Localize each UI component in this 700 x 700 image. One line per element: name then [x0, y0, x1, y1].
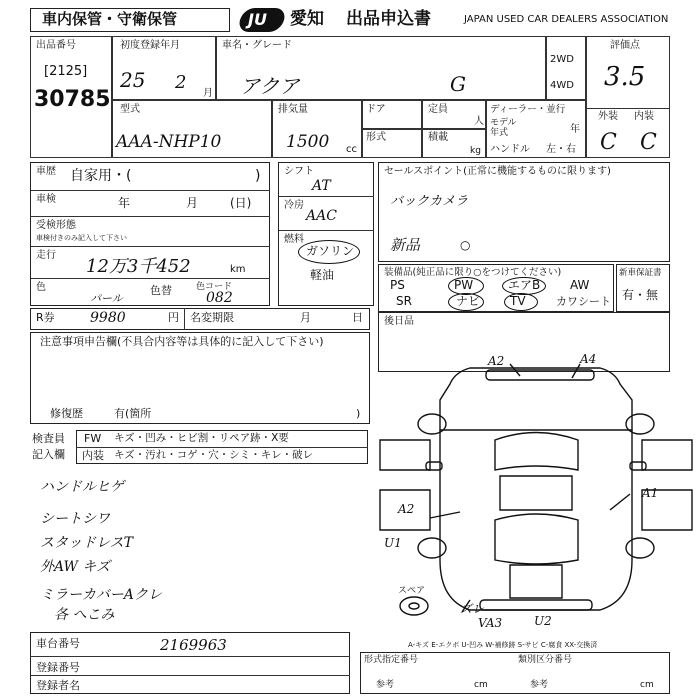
damage-mark: A2 — [398, 502, 415, 516]
mileage-label: 走行 — [36, 250, 56, 261]
sales-frame — [378, 162, 670, 262]
handwritten-note: 外AW キズ — [40, 559, 111, 575]
deadline-day: 日 — [352, 311, 363, 324]
damage-mark: U1 — [384, 536, 402, 550]
model-label: 車名・グレード — [222, 40, 292, 51]
warranty-value: 有・無 — [622, 288, 659, 302]
interior-grade: C — [640, 130, 657, 155]
shaken-day: (日) — [230, 196, 252, 210]
ac-label: 冷房 — [284, 200, 304, 211]
damage-mark: A2 — [488, 354, 505, 368]
divider — [30, 190, 270, 191]
equipment-item: PS — [390, 278, 405, 292]
lot-number: 30785 — [34, 87, 111, 112]
equipment-circle-navi — [448, 293, 484, 311]
color-code-label: 色コード — [196, 282, 233, 292]
equipment-item: ナビ — [456, 294, 481, 308]
color-value: パール — [90, 292, 123, 305]
handwritten-note: ハンドルヒゲ — [40, 479, 124, 495]
damage-mark: ズレ — [460, 602, 485, 616]
fw-items: キズ・凹み・ヒビ割・リペア跡・X要 — [114, 432, 289, 444]
divider — [278, 230, 374, 231]
repair-close: ) — [356, 407, 361, 420]
divider — [30, 216, 270, 217]
equipment-label: 装備品(純正品に限り○をつけてください) — [384, 267, 562, 278]
score-label: 評価点 — [610, 40, 640, 51]
displacement-unit: cc — [346, 144, 357, 155]
fuel-gas: ガソリン — [306, 244, 355, 258]
sales-point-label: セールスポイント(正常に機能するものに限ります) — [384, 166, 611, 177]
recycle-value: 9980 — [90, 310, 126, 326]
damage-mark: U2 — [534, 614, 552, 628]
equipment-item: TV — [510, 294, 526, 308]
damage-mark: A4 — [580, 352, 597, 366]
divider — [30, 675, 350, 676]
mileage-value: 12万3千452 — [86, 256, 191, 277]
owner-label: 登録者名 — [36, 679, 80, 692]
history-label: 車歴 — [36, 166, 56, 177]
notes-label: 注意事項申告欄(不具合内容等は具体的に記入して下さい) — [40, 335, 324, 348]
type-label: 型式 — [120, 104, 140, 115]
association-name: JAPAN USED CAR DEALERS ASSOCIATION — [464, 14, 669, 25]
handle-label: ハンドル — [490, 144, 530, 155]
divider — [278, 196, 374, 197]
fuel-label: 燃料 — [284, 234, 304, 245]
displacement-value: 1500 — [286, 132, 330, 152]
ref-cm: cm — [474, 680, 488, 690]
damage-mark: A1 — [642, 486, 659, 500]
equipment-item: SR — [396, 294, 412, 308]
fuel-gas-circle — [298, 240, 360, 264]
door-label: ドア — [366, 104, 386, 115]
recycle-label: R券 — [36, 311, 55, 324]
drive-2wd: 2WD — [550, 54, 574, 65]
memo-label: 後日品 — [384, 316, 414, 327]
shaken-label: 車検 — [36, 194, 56, 205]
equipment-item: AW — [570, 278, 590, 292]
divider — [184, 308, 185, 330]
exterior-grade: C — [600, 130, 617, 155]
shift-value: AT — [312, 178, 331, 194]
repair-label: 修復歴 — [50, 407, 83, 420]
color-label: 色 — [36, 282, 46, 293]
deadline-month: 月 — [300, 311, 311, 324]
damage-mark: VA3 — [478, 616, 503, 630]
sales-line-1: バックカメラ — [390, 194, 469, 209]
model-year-label: モデル 年式 — [490, 118, 517, 138]
divider — [76, 447, 368, 448]
type-value: AAA-NHP10 — [116, 132, 222, 152]
lot-sub-number: [2125] — [44, 64, 88, 79]
divider — [30, 278, 270, 279]
storage-label: 車内保管・守衛保管 — [42, 10, 178, 28]
divider — [30, 246, 270, 247]
load-unit: kg — [470, 146, 481, 156]
handwritten-note: ミラーカバーAクレ — [40, 587, 162, 603]
exterior-label: 外装 — [598, 111, 618, 122]
spare-label: スペア — [398, 586, 426, 596]
history-close: ) — [255, 168, 261, 184]
ac-value: AAC — [306, 208, 337, 224]
score-value: 3.5 — [604, 62, 646, 92]
interior-label: 内装 — [634, 111, 654, 122]
mileage-unit: km — [230, 264, 246, 275]
ref-label: 参考 — [376, 680, 395, 690]
history-value: 自家用・( — [70, 168, 132, 184]
handwritten-note: シートシワ — [40, 511, 110, 527]
entry-label: 記入欄 — [32, 448, 65, 461]
ref-cm: cm — [640, 680, 654, 690]
capacity-label: 定員 — [428, 104, 448, 115]
chassis-label: 車台番号 — [36, 637, 80, 650]
shift-label: シフト — [284, 166, 314, 177]
deadline-label: 名変期限 — [190, 311, 234, 324]
shape-label: 形式 — [366, 132, 386, 143]
equipment-item: エアB — [508, 278, 541, 292]
sales-line-3: ○ — [460, 238, 471, 252]
memo-frame — [378, 312, 670, 372]
shaken-month: 月 — [186, 196, 199, 210]
model-grade: G — [450, 72, 466, 96]
drive-4wd: 4WD — [550, 80, 574, 91]
handwritten-note: スタッドレスT — [40, 535, 133, 551]
shaken-year: 年 — [118, 196, 131, 210]
reg-label: 登録番号 — [36, 661, 80, 674]
sales-line-2: 新品 — [390, 236, 421, 254]
inspector-label: 検査員 — [32, 432, 65, 445]
transfer-note: 車検付きのみ記入して下さい — [36, 234, 127, 242]
fw-label: FW — [84, 432, 102, 445]
fuel-diesel: 軽油 — [310, 268, 335, 282]
interior-check-label: 内装 — [82, 449, 104, 462]
form-number-label: 形式指定番号 — [364, 655, 419, 665]
registration-year: 25 — [120, 68, 146, 92]
model-name: アクア — [240, 74, 300, 98]
registration-month: 2 — [175, 72, 187, 93]
handwritten-note: 各 へこみ — [54, 607, 115, 623]
interior-items: キズ・汚れ・コゲ・穴・シミ・キレ・破レ — [114, 449, 314, 461]
handle-lr: 左・右 — [546, 144, 576, 155]
divider — [30, 656, 350, 657]
capacity-unit: 人 — [474, 116, 484, 127]
damage-legend: A-キズ E-エクボ U-凹み W-補修跡 S-サビ C-腐食 XX-交換済 — [408, 641, 598, 649]
color-change-label: 色替 — [150, 284, 172, 297]
transfer-label: 受検形態 — [36, 220, 76, 231]
ref-label: 参考 — [530, 680, 549, 690]
displacement-label: 排気量 — [278, 104, 308, 115]
registration-label: 初度登録年月 — [120, 40, 180, 51]
recycle-unit: 円 — [168, 311, 179, 324]
ju-logo-text: JU — [248, 10, 267, 29]
form-title: 出品申込書 — [346, 9, 431, 29]
org-name: 愛知 — [290, 9, 324, 29]
lot-label: 出品番号 — [36, 40, 76, 51]
type-number-label: 類別区分番号 — [518, 655, 573, 665]
model-year-unit: 年 — [570, 124, 580, 135]
equipment-item: カワシート — [556, 295, 611, 308]
registration-month-suffix: 月 — [203, 88, 213, 99]
warranty-label: 新車保証書 — [619, 268, 662, 278]
equipment-circle-tv — [504, 293, 538, 311]
load-label: 積載 — [428, 132, 448, 143]
repair-value: 有(箇所 — [114, 407, 152, 420]
dealer-label: ディーラー・並行 — [490, 104, 566, 115]
equipment-item: PW — [454, 278, 474, 292]
color-code-value: 082 — [206, 290, 233, 306]
chassis-value: 2169963 — [160, 636, 227, 654]
